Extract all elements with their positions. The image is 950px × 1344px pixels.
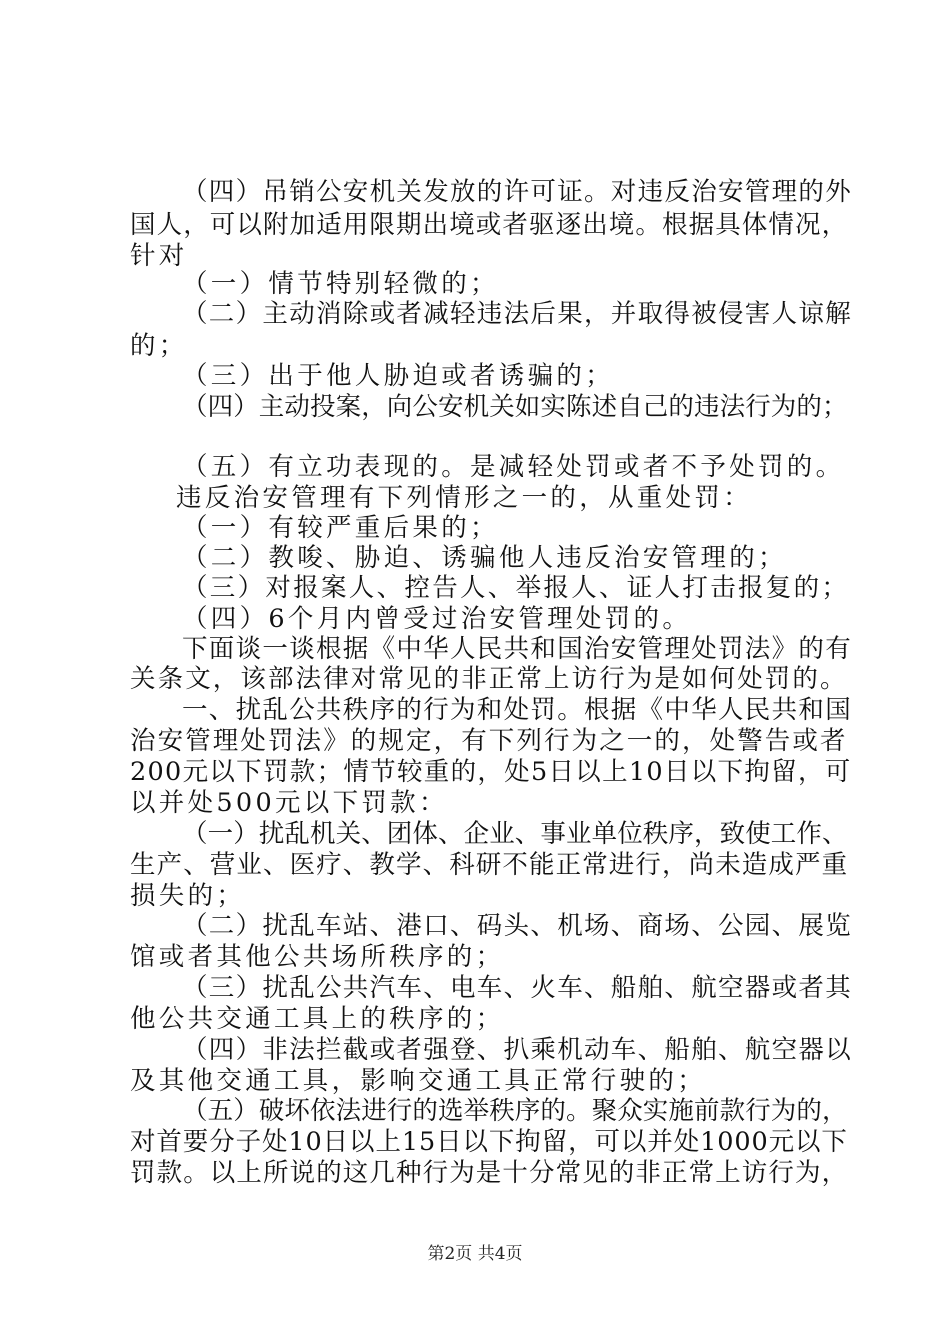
text-line: 一、扰乱公共秩序的行为和处罚。根据《中华人民共和国 (182, 695, 853, 725)
text-line: （二）教唆、胁迫、诱骗他人违反治安管理的； (182, 543, 787, 573)
text-line: 馆或者其他公共场所秩序的； (130, 942, 505, 972)
text-line: 对首要分子处10日以上15日以下拘留，可以并处1000元以下 (130, 1127, 848, 1157)
text-line: （四）主动投案，向公安机关如实陈述自己的违法行为的； (182, 392, 848, 422)
text-line: 损失的； (130, 881, 246, 911)
text-line: （三）对报案人、控告人、举报人、证人打击报复的； (182, 573, 850, 603)
text-line: 200元以下罚款；情节较重的，处5日以上10日以下拘留，可 (130, 757, 852, 787)
text-line: （四）6个月内曾受过治安管理处罚的。 (182, 604, 692, 634)
text-line: 关条文，该部法律对常见的非正常上访行为是如何处罚的。 (130, 664, 848, 694)
text-line: 针对 (130, 241, 188, 271)
text-line: （五）破坏依法进行的选举秩序的。聚众实施前款行为的， (182, 1096, 848, 1126)
text-line: 的； (130, 331, 188, 361)
text-line: （四）吊销公安机关发放的许可证。对违反治安管理的外 (182, 177, 853, 207)
text-line: 及其他交通工具，影响交通工具正常行驶的； (130, 1066, 707, 1096)
text-line: 罚款。以上所说的这几种行为是十分常见的非正常上访行为， (130, 1158, 849, 1188)
text-line: （一）有较严重后果的； (182, 513, 499, 543)
page-number-footer: 第2页 共4页 (427, 1244, 523, 1264)
text-line: 生产、营业、医疗、教学、科研不能正常进行，尚未造成严重 (130, 850, 849, 880)
text-line: （五）有立功表现的。是减轻处罚或者不予处罚的。 (182, 452, 845, 482)
text-line: 他公共交通工具上的秩序的； (130, 1004, 505, 1034)
text-line: （二）扰乱车站、港口、码头、机场、商场、公园、展览 (182, 911, 853, 941)
text-line: 以并处500元以下罚款： (130, 788, 448, 818)
text-line: 违反治安管理有下列情形之一的，从重处罚： (176, 483, 753, 513)
text-line: 国人，可以附加适用限期出境或者驱逐出境。根据具体情况， (130, 210, 849, 240)
text-line: 治安管理处罚法》的规定，有下列行为之一的，处警告或者 (130, 726, 848, 756)
text-line: （四）非法拦截或者强登、扒乘机动车、船舶、航空器以 (182, 1035, 853, 1065)
text-line: （二）主动消除或者减轻违法后果，并取得被侵害人谅解 (182, 299, 853, 329)
text-line: （三）扰乱公共汽车、电车、火车、船舶、航空器或者其 (182, 973, 853, 1003)
text-line: 下面谈一谈根据《中华人民共和国治安管理处罚法》的有 (182, 634, 853, 664)
text-line: （一）情节特别轻微的； (182, 269, 499, 299)
text-line: （三）出于他人胁迫或者诱骗的； (182, 361, 615, 391)
text-line: （一）扰乱机关、团体、企业、事业单位秩序，致使工作、 (182, 819, 848, 849)
